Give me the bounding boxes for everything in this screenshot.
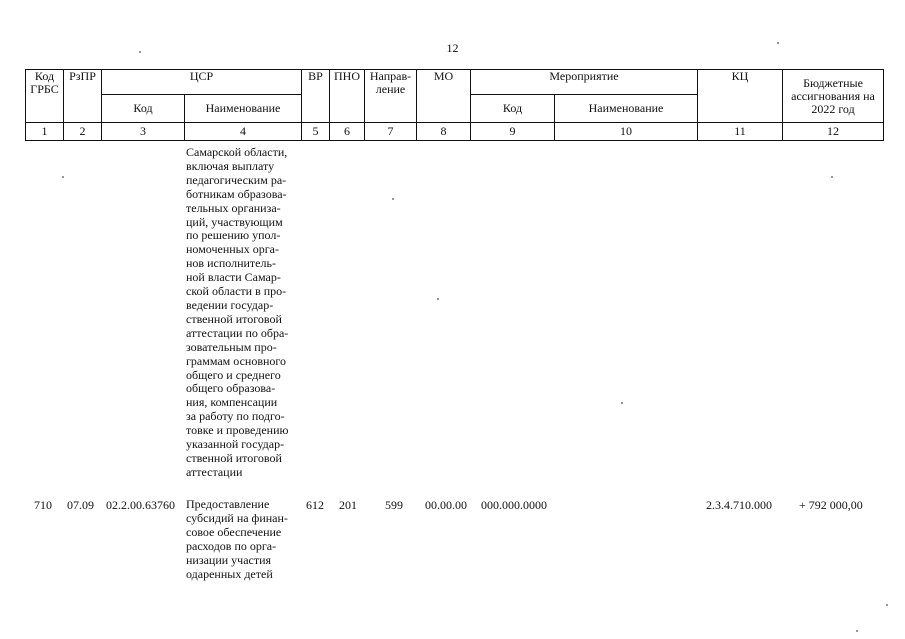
description-line: товке и проведению (186, 423, 289, 438)
column-number: 5 (302, 123, 330, 141)
header-budget: Бюджетные ассигнования на 2022 год (783, 70, 884, 123)
row-kc: 2.3.4.710.000 (706, 498, 772, 512)
description-line: за работу по подго- (186, 409, 285, 424)
column-number: 8 (417, 123, 471, 141)
description-line: общего и среднего (186, 367, 281, 382)
column-number: 7 (365, 123, 417, 141)
description-line: совое обеспечение (186, 524, 282, 539)
description-line: ния, компенсации (186, 395, 278, 410)
column-number: 10 (555, 123, 698, 141)
description-line: субсидий на финан- (186, 510, 288, 525)
header-rzpr: РзПР (64, 70, 102, 123)
scan-speck (392, 198, 394, 200)
row-mer-kod: 000.000.0000 (481, 498, 547, 512)
description-line: одаренных детей (186, 566, 273, 581)
description-line: номоченных орга- (186, 242, 279, 257)
row-napravlenie: 599 (385, 498, 403, 512)
description-line: Самарской области, (186, 145, 288, 159)
description-line: педагогическим ра- (186, 172, 287, 187)
scan-speck (856, 630, 858, 632)
header-kod-grbs: Код ГРБС (26, 70, 64, 123)
row-csr-kod: 02.2.00.63760 (106, 498, 175, 512)
column-number: 9 (471, 123, 555, 141)
header-vr: ВР (302, 70, 330, 123)
row-vr: 612 (306, 498, 324, 512)
header-mer-name: Наименование (555, 95, 698, 123)
header-csr-kod: Код (102, 95, 185, 123)
continued-description (186, 146, 300, 480)
page-number: 12 (446, 41, 459, 55)
column-number-row (26, 123, 884, 141)
description-line: ской области в про- (186, 284, 287, 299)
row-mo: 00.00.00 (425, 498, 467, 512)
description-line: включая выплату (186, 158, 275, 173)
description-line: аттестации (186, 464, 243, 479)
row-description (186, 498, 300, 581)
description-line: Предоставление (186, 497, 270, 511)
row-kod-grbs: 710 (34, 498, 52, 512)
column-number: 6 (330, 123, 365, 141)
description-line: низации участия (186, 552, 272, 567)
column-number: 4 (185, 123, 302, 141)
description-line: ственной итоговой (186, 450, 282, 465)
description-line: расходов по орга- (186, 538, 277, 553)
description-line: по решению упол- (186, 228, 281, 243)
description-line: общего образова- (186, 381, 276, 396)
header-pno: ПНО (330, 70, 365, 123)
scan-speck (437, 298, 439, 300)
column-number: 1 (26, 123, 64, 141)
header-csr: ЦСР (102, 70, 302, 95)
description-line: указанной государ- (186, 437, 285, 452)
header-mo: МО (417, 70, 471, 123)
row-rzpr: 07.09 (67, 498, 94, 512)
column-number: 2 (64, 123, 102, 141)
row-budget: + 792 000,00 (799, 498, 863, 512)
description-line: тельных организа- (186, 200, 281, 215)
header-csr-name: Наименование (185, 95, 302, 123)
scan-speck (621, 402, 623, 404)
description-line: ственной итоговой (186, 311, 282, 326)
description-line: ций, участвующим (186, 214, 283, 229)
budget-table-header (25, 69, 884, 141)
description-line: ной власти Самар- (186, 270, 281, 285)
description-line: граммам основного (186, 353, 287, 368)
header-napravlenie: Направ-ление (365, 70, 417, 123)
description-line: аттестации по обра- (186, 325, 289, 340)
column-number: 3 (102, 123, 185, 141)
description-line: ботникам образова- (186, 186, 287, 201)
row-pno: 201 (339, 498, 357, 512)
header-meropriyatie: Мероприятие (471, 70, 698, 95)
scan-speck (62, 176, 64, 178)
scan-speck (886, 604, 888, 606)
description-line: нов исполнитель- (186, 256, 276, 271)
header-mer-kod: Код (471, 95, 555, 123)
header-kc: КЦ (698, 70, 783, 123)
description-line: ведении государ- (186, 297, 274, 312)
column-number: 12 (783, 123, 884, 141)
scan-speck (831, 176, 833, 178)
column-number: 11 (698, 123, 783, 141)
description-line: зовательным про- (186, 339, 277, 354)
